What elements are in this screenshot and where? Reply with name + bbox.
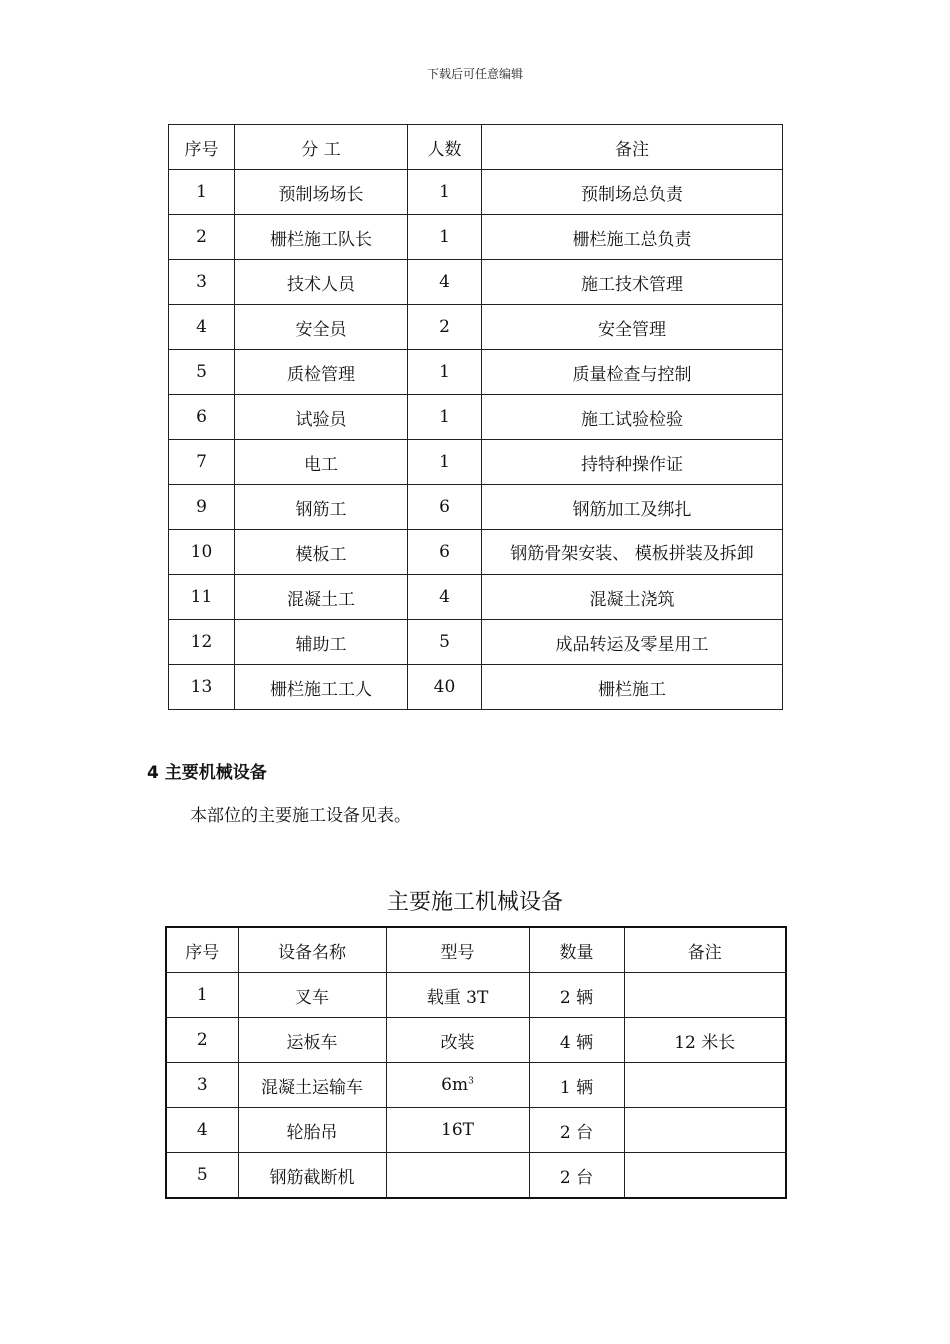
equipment-cell: 载重 3T bbox=[386, 973, 529, 1018]
equipment-cell: 1 bbox=[166, 973, 238, 1018]
staff-cell: 栅栏施工 bbox=[482, 665, 783, 710]
staff-cell: 4 bbox=[408, 260, 482, 305]
equipment-cell bbox=[624, 973, 786, 1018]
staff-cell: 5 bbox=[169, 350, 235, 395]
staff-cell: 栅栏施工总负责 bbox=[482, 215, 783, 260]
staff-row bbox=[169, 575, 783, 620]
staff-cell: 质量检查与控制 bbox=[482, 350, 783, 395]
equipment-cell: 叉车 bbox=[238, 973, 386, 1018]
staff-cell: 施工技术管理 bbox=[482, 260, 783, 305]
staff-cell: 质检管理 bbox=[235, 350, 408, 395]
staff-cell: 预制场总负责 bbox=[482, 170, 783, 215]
equipment-cell: 混凝土运输车 bbox=[238, 1063, 386, 1108]
staff-row bbox=[169, 395, 783, 440]
staff-cell: 技术人员 bbox=[235, 260, 408, 305]
staff-cell: 3 bbox=[169, 260, 235, 305]
page-header-note: 下载后可任意编辑 bbox=[426, 67, 523, 81]
equipment-cell: 5 bbox=[166, 1153, 238, 1199]
equipment-header-cell: 数量 bbox=[529, 927, 624, 973]
staff-cell: 6 bbox=[169, 395, 235, 440]
staff-cell: 混凝土浇筑 bbox=[482, 575, 783, 620]
equipment-cell: 钢筋截断机 bbox=[238, 1153, 386, 1199]
model-text: 6m bbox=[441, 1075, 469, 1095]
equipment-cell bbox=[386, 1153, 529, 1199]
staff-cell: 6 bbox=[408, 485, 482, 530]
staff-cell: 1 bbox=[408, 215, 482, 260]
equipment-header-row bbox=[166, 927, 786, 973]
staff-cell: 2 bbox=[408, 305, 482, 350]
staff-row bbox=[169, 440, 783, 485]
equipment-cell: 运板车 bbox=[238, 1018, 386, 1063]
staff-cell: 1 bbox=[169, 170, 235, 215]
staff-cell: 1 bbox=[408, 170, 482, 215]
equipment-header-cell: 备注 bbox=[624, 927, 786, 973]
staff-row bbox=[169, 530, 783, 575]
equipment-header-cell: 序号 bbox=[166, 927, 238, 973]
equipment-cell: 16T bbox=[386, 1108, 529, 1153]
equipment-row bbox=[166, 1108, 786, 1153]
staff-cell: 施工试验检验 bbox=[482, 395, 783, 440]
staff-row bbox=[169, 665, 783, 710]
staff-cell: 9 bbox=[169, 485, 235, 530]
staff-header-cell: 分 工 bbox=[235, 125, 408, 170]
staff-cell: 40 bbox=[408, 665, 482, 710]
staff-row bbox=[169, 305, 783, 350]
equipment-cell bbox=[624, 1063, 786, 1108]
staff-table bbox=[168, 124, 783, 710]
staff-cell: 辅助工 bbox=[235, 620, 408, 665]
staff-cell: 13 bbox=[169, 665, 235, 710]
staff-row bbox=[169, 260, 783, 305]
staff-header-cell: 人数 bbox=[408, 125, 482, 170]
equipment-header-cell: 设备名称 bbox=[238, 927, 386, 973]
staff-cell: 1 bbox=[408, 440, 482, 485]
staff-cell: 试验员 bbox=[235, 395, 408, 440]
staff-cell: 2 bbox=[169, 215, 235, 260]
equipment-cell: 4 bbox=[166, 1108, 238, 1153]
staff-row bbox=[169, 215, 783, 260]
staff-cell: 7 bbox=[169, 440, 235, 485]
equipment-row bbox=[166, 1153, 786, 1199]
staff-cell: 安全管理 bbox=[482, 305, 783, 350]
section-intro: 本部位的主要施工设备见表。 bbox=[190, 806, 411, 826]
staff-cell: 栅栏施工队长 bbox=[235, 215, 408, 260]
equipment-row bbox=[166, 973, 786, 1018]
equipment-table-title: 主要施工机械设备 bbox=[386, 890, 563, 915]
staff-cell: 1 bbox=[408, 395, 482, 440]
staff-cell: 6 bbox=[408, 530, 482, 575]
equipment-cell: 2 台 bbox=[529, 1153, 624, 1199]
equipment-cell bbox=[624, 1108, 786, 1153]
remark-text: 钢筋骨架安装、 模板拼装及拆卸 bbox=[510, 544, 754, 563]
staff-cell: 11 bbox=[169, 575, 235, 620]
equipment-cell: 轮胎吊 bbox=[238, 1108, 386, 1153]
staff-cell: 安全员 bbox=[235, 305, 408, 350]
staff-cell: 12 bbox=[169, 620, 235, 665]
staff-row bbox=[169, 620, 783, 665]
section-heading: 4 主要机械设备 bbox=[147, 763, 267, 783]
equipment-header-cell: 型号 bbox=[386, 927, 529, 973]
equipment-cell: 3 bbox=[166, 1063, 238, 1108]
equipment-cell: 2 bbox=[166, 1018, 238, 1063]
staff-cell: 电工 bbox=[235, 440, 408, 485]
staff-cell: 持特种操作证 bbox=[482, 440, 783, 485]
staff-row bbox=[169, 485, 783, 530]
staff-cell bbox=[482, 530, 783, 575]
superscript: 3 bbox=[468, 1076, 474, 1087]
staff-cell: 4 bbox=[408, 575, 482, 620]
equipment-table bbox=[165, 926, 787, 1199]
equipment-row bbox=[166, 1063, 786, 1108]
equipment-cell bbox=[386, 1063, 529, 1108]
equipment-cell: 4 辆 bbox=[529, 1018, 624, 1063]
equipment-cell bbox=[624, 1153, 786, 1199]
staff-cell: 5 bbox=[408, 620, 482, 665]
staff-cell: 钢筋加工及绑扎 bbox=[482, 485, 783, 530]
equipment-cell: 1 辆 bbox=[529, 1063, 624, 1108]
staff-header-cell: 备注 bbox=[482, 125, 783, 170]
staff-cell: 预制场场长 bbox=[235, 170, 408, 215]
staff-cell: 模板工 bbox=[235, 530, 408, 575]
equipment-cell: 改装 bbox=[386, 1018, 529, 1063]
staff-row bbox=[169, 350, 783, 395]
staff-row bbox=[169, 170, 783, 215]
equipment-row bbox=[166, 1018, 786, 1063]
staff-cell: 4 bbox=[169, 305, 235, 350]
equipment-cell: 2 台 bbox=[529, 1108, 624, 1153]
staff-header-row bbox=[169, 125, 783, 170]
equipment-cell: 12 米长 bbox=[624, 1018, 786, 1063]
staff-cell: 成品转运及零星用工 bbox=[482, 620, 783, 665]
staff-cell: 栅栏施工工人 bbox=[235, 665, 408, 710]
staff-header-cell: 序号 bbox=[169, 125, 235, 170]
staff-cell: 1 bbox=[408, 350, 482, 395]
staff-cell: 混凝土工 bbox=[235, 575, 408, 620]
staff-cell: 钢筋工 bbox=[235, 485, 408, 530]
staff-cell: 10 bbox=[169, 530, 235, 575]
equipment-cell: 2 辆 bbox=[529, 973, 624, 1018]
